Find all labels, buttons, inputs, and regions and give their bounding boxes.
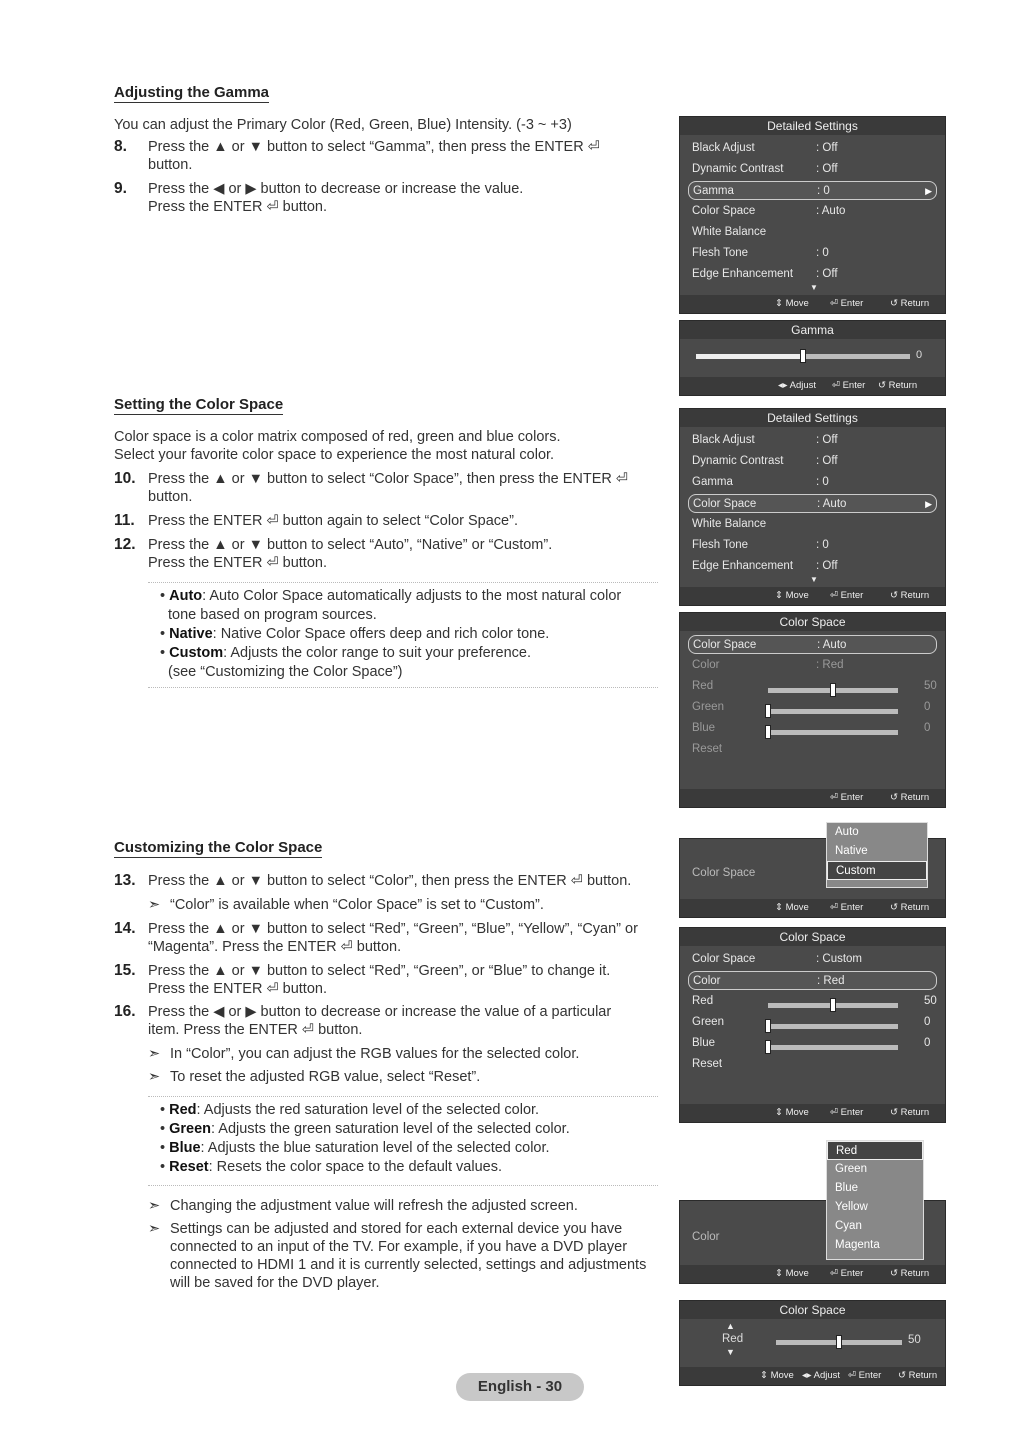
return-hint: ↺ Return <box>890 1268 930 1279</box>
section-heading-gamma: Adjusting the Gamma <box>114 84 270 101</box>
cs-row-reset: Reset <box>692 743 723 755</box>
osd-footer <box>680 295 945 313</box>
cs-row-color-space[interactable]: Color Space : Auto <box>688 635 937 654</box>
adjust-hint: ◂▸ Adjust <box>778 380 817 391</box>
menu-item-black-adjust[interactable]: Black Adjust : Off <box>692 142 838 154</box>
rgb-options <box>148 1096 658 1186</box>
menu-item-dynamic-contrast[interactable]: Dynamic Contrast : Off <box>692 455 838 467</box>
osd-footer <box>680 789 945 807</box>
menu-item-flesh-tone[interactable]: Flesh Tone : 0 <box>692 539 829 551</box>
return-hint: ↺ Return <box>890 902 930 913</box>
option-native[interactable]: Native <box>835 845 868 857</box>
gamma-value: 0 <box>916 349 923 361</box>
move-hint: ⇕ Move <box>760 1370 794 1381</box>
cs-row-blue[interactable]: Blue 0 <box>692 1037 931 1049</box>
cs-row-color-space[interactable]: Color Space : Custom <box>692 953 863 965</box>
bullet-green: • Green: Adjusts the green saturation level of the selected color. <box>160 1121 570 1137</box>
bullet-auto-cont: tone based on program sources. <box>168 607 377 623</box>
option-red[interactable]: Red <box>827 1141 923 1160</box>
adjust-hint: ◂▸ Adjust <box>802 1370 841 1381</box>
blue-slider-track[interactable] <box>768 1045 898 1050</box>
note-end-1: ➣ Changing the adjustment value will refresh the adjusted screen. <box>148 1198 578 1214</box>
osd-detailed-settings-color-space <box>679 408 946 606</box>
return-hint: ↺ Return <box>878 380 918 391</box>
cs-row-reset[interactable]: Reset <box>692 1058 723 1070</box>
return-hint: ↺ Return <box>898 1370 938 1381</box>
green-slider-track <box>768 709 898 714</box>
return-hint: ↺ Return <box>890 792 930 803</box>
note-16a: ➣ In “Color”, you can adjust the RGB values for the selected color. <box>148 1046 580 1062</box>
step-8: 8. Press the ▲ or ▼ button to select “Gamma”, then press the ENTER ⏎ button. <box>114 138 600 173</box>
step-14: 14. Press the ▲ or ▼ button to select “Red”, “Green”, “Blue”, “Yellow”, “Cyan” or “Magenta”. Press the ENTER ⏎ button. <box>114 920 638 955</box>
gamma-slider-knob[interactable] <box>800 349 806 363</box>
color-popup-label: Color <box>692 1231 720 1243</box>
enter-hint: ⏎ Enter <box>830 590 864 601</box>
menu-item-edge-enhancement[interactable]: Edge Enhancement : Off <box>692 268 838 280</box>
osd-footer <box>680 899 945 917</box>
section-heading-color-space: Setting the Color Space <box>114 396 284 413</box>
osd-title: Color Space <box>680 613 945 631</box>
menu-item-white-balance[interactable]: White Balance <box>692 518 767 530</box>
enter-hint: ⏎ Enter <box>830 1107 864 1118</box>
red-slider-knob <box>830 683 836 697</box>
gamma-intro: You can adjust the Primary Color (Red, Green, Blue) Intensity. (-3 ~ +3) <box>114 117 572 133</box>
enter-hint: ⏎ Enter <box>848 1370 882 1381</box>
menu-item-dynamic-contrast[interactable]: Dynamic Contrast : Off <box>692 163 838 175</box>
osd-footer <box>680 1265 945 1283</box>
move-hint: ⇕ Move <box>775 1268 809 1279</box>
menu-item-gamma[interactable]: Gamma : 0 <box>692 476 829 488</box>
osd-footer <box>680 1367 945 1385</box>
step-16: 16. Press the ◀ or ▶ button to decrease or increase the value of a particular item. Press the ENTER ⏎ button. <box>114 1003 612 1038</box>
red-adjust-knob[interactable] <box>836 1335 842 1349</box>
osd-title: Color Space <box>680 1301 945 1319</box>
osd-title: Gamma <box>680 321 945 339</box>
cs-row-blue: Blue 0 <box>692 722 931 734</box>
bullet-blue: • Blue: Adjusts the blue saturation level of the selected color. <box>160 1140 550 1156</box>
osd-gamma-adjust <box>679 320 946 396</box>
enter-hint: ⏎ Enter <box>830 298 864 309</box>
osd-title: Detailed Settings <box>680 409 945 427</box>
return-hint: ↺ Return <box>890 1107 930 1118</box>
step-9: 9. Press the ◀ or ▶ button to decrease or increase the value. Press the ENTER ⏎ button. <box>114 180 524 215</box>
red-adjust-label: Red <box>722 1333 744 1345</box>
section-heading-customizing: Customizing the Color Space <box>114 839 323 856</box>
return-hint: ↺ Return <box>890 590 930 601</box>
enter-hint: ⏎ Enter <box>830 792 864 803</box>
note-13: ➣ “Color” is available when “Color Space” is set to “Custom”. <box>148 897 544 913</box>
blue-slider-knob[interactable] <box>765 1040 771 1054</box>
color-space-intro-2: Select your favorite color space to experience the most natural color. <box>114 447 555 463</box>
color-space-intro-1: Color space is a color matrix composed of red, green and blue colors. <box>114 429 561 445</box>
osd-title: Color Space <box>680 928 945 946</box>
bullet-custom-cont: (see “Customizing the Color Space”) <box>168 664 403 680</box>
osd-title: Detailed Settings <box>680 117 945 135</box>
bullet-native: • Native: Native Color Space offers deep and rich color tone. <box>160 626 550 642</box>
blue-slider-track <box>768 730 898 735</box>
osd-detailed-settings-gamma <box>679 116 946 314</box>
up-arrow-icon: ▲ <box>726 1321 735 1331</box>
menu-item-color-space[interactable]: Color Space : Auto <box>692 205 846 217</box>
cs-row-color[interactable]: Color : Red <box>688 971 937 990</box>
blue-slider-knob <box>765 725 771 739</box>
menu-item-gamma[interactable]: Gamma : 0 ▶ <box>688 181 937 200</box>
osd-color-space-auto <box>679 612 946 808</box>
green-slider-knob[interactable] <box>765 1019 771 1033</box>
cs-popup-label: Color Space <box>692 867 756 879</box>
menu-item-black-adjust[interactable]: Black Adjust : Off <box>692 434 838 446</box>
red-adjust-value: 50 <box>908 1334 921 1346</box>
move-hint: ⇕ Move <box>775 902 809 913</box>
cs-row-red[interactable]: Red 50 <box>692 995 937 1007</box>
color-space-dropdown <box>826 822 928 888</box>
enter-hint: ⏎ Enter <box>832 380 866 391</box>
bullet-custom: • Custom: Adjusts the color range to suit your preference. <box>160 645 531 661</box>
red-slider-knob[interactable] <box>830 998 836 1012</box>
menu-item-color-space[interactable]: Color Space : Auto ▶ <box>688 494 937 513</box>
enter-hint: ⏎ Enter <box>830 1268 864 1279</box>
osd-red-adjust <box>679 1300 946 1386</box>
note-16b: ➣ To reset the adjusted RGB value, select “Reset”. <box>148 1069 481 1085</box>
option-yellow[interactable]: Yellow <box>835 1201 868 1213</box>
step-13: 13. Press the ▲ or ▼ button to select “Color”, then press the ENTER ⏎ button. <box>114 872 632 889</box>
osd-footer <box>680 1104 945 1122</box>
menu-item-flesh-tone[interactable]: Flesh Tone : 0 <box>692 247 829 259</box>
cs-row-green: Green 0 <box>692 701 931 713</box>
step-15: 15. Press the ▲ or ▼ button to select “Red”, “Green”, or “Blue” to change it. Press the ENTER ⏎ button. <box>114 962 611 997</box>
scroll-down-icon: ▼ <box>810 575 818 584</box>
cs-row-green[interactable]: Green 0 <box>692 1016 931 1028</box>
enter-hint: ⏎ Enter <box>830 902 864 913</box>
cs-row-color: Color : Red <box>692 659 844 671</box>
page-number: English - 30 <box>456 1373 584 1401</box>
cs-row-red: Red 50 <box>692 680 937 692</box>
down-arrow-icon: ▼ <box>726 1347 735 1357</box>
gamma-slider-fill <box>696 354 803 359</box>
osd-footer <box>680 587 945 605</box>
scroll-down-icon: ▼ <box>810 283 818 292</box>
osd-footer <box>680 377 945 395</box>
menu-item-white-balance[interactable]: White Balance <box>692 226 767 238</box>
osd-color-space-custom <box>679 927 946 1123</box>
bullet-red: • Red: Adjusts the red saturation level of the selected color. <box>160 1102 540 1118</box>
step-11: 11. Press the ENTER ⏎ button again to select “Color Space”. <box>114 512 518 529</box>
step-10: 10. Press the ▲ or ▼ button to select “Color Space”, then press the ENTER ⏎ button. <box>114 470 629 505</box>
option-magenta[interactable]: Magenta <box>835 1239 880 1251</box>
option-auto[interactable]: Auto <box>835 826 859 838</box>
color-space-options <box>148 582 658 688</box>
note-end-2: ➣ Settings can be adjusted and stored for each external device you have connected to an input of the TV. For example, if you have a DVD player connected to HDMI 1 and it is currently selected, settings and adjustments will be saved for the DVD player. <box>148 1221 647 1291</box>
return-hint: ↺ Return <box>890 298 930 309</box>
color-dropdown <box>826 1140 924 1260</box>
option-green[interactable]: Green <box>835 1163 867 1175</box>
option-custom[interactable]: Custom <box>827 861 927 880</box>
move-hint: ⇕ Move <box>775 298 809 309</box>
move-hint: ⇕ Move <box>775 590 809 601</box>
option-cyan[interactable]: Cyan <box>835 1220 862 1232</box>
step-12: 12. Press the ▲ or ▼ button to select “Auto”, “Native” or “Custom”. Press the ENTER ⏎ button. <box>114 536 553 571</box>
bullet-reset: • Reset: Resets the color space to the default values. <box>160 1159 503 1175</box>
menu-item-edge-enhancement[interactable]: Edge Enhancement : Off <box>692 560 838 572</box>
bullet-auto: • Auto: Auto Color Space automatically adjusts to the most natural color <box>160 588 622 604</box>
option-blue[interactable]: Blue <box>835 1182 859 1194</box>
green-slider-track[interactable] <box>768 1024 898 1029</box>
green-slider-knob <box>765 704 771 718</box>
move-hint: ⇕ Move <box>775 1107 809 1118</box>
